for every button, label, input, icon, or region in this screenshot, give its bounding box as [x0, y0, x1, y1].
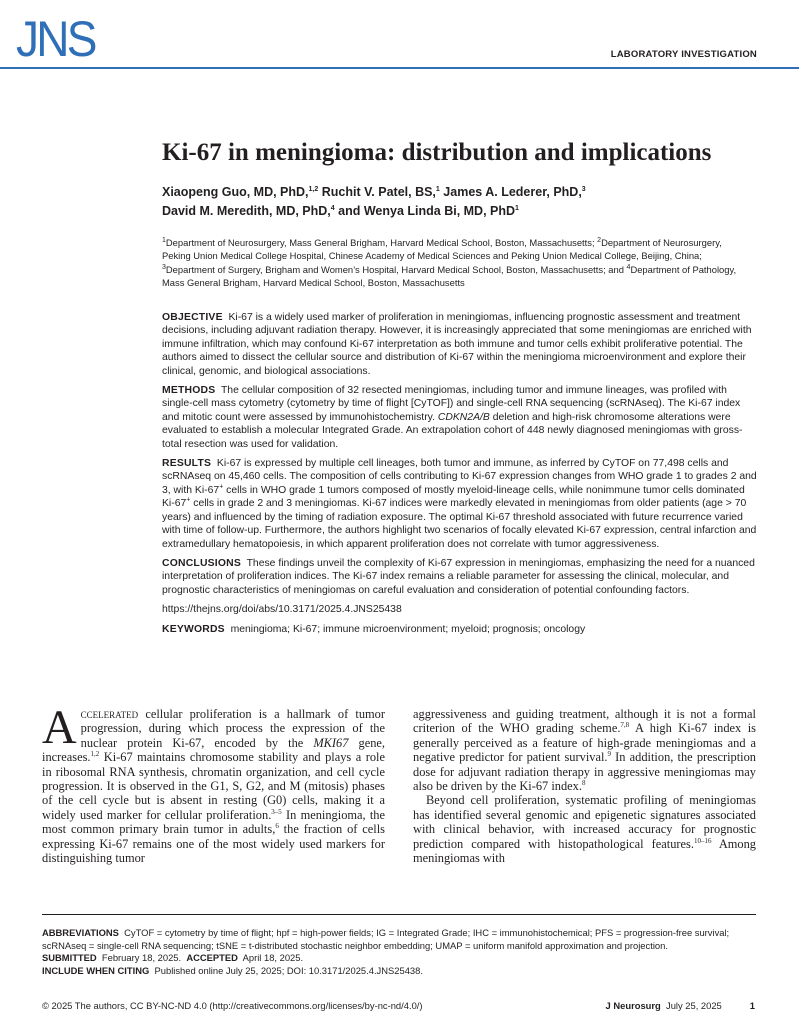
- abstract-objective: [162, 311, 760, 378]
- body-text-run: A high Ki-67 index is generally perceived as a feature of high-grade meningiomas and a negative predictor for patient survival.: [413, 721, 756, 765]
- citation: 3–5: [271, 807, 282, 816]
- gene-name: MKI67: [313, 735, 349, 750]
- author-name: and Wenya Linda Bi, MD, PhD: [338, 204, 516, 218]
- author-name: James A. Lederer, PhD,: [443, 185, 582, 199]
- superscript: +: [219, 483, 224, 491]
- affil-sup: 1: [162, 236, 166, 244]
- abbreviations-text: CyTOF = cytometry by time of flight; hpf = high-power fields; IG = Integrated Grade; IHC = immunohistochemical; PFS = progression-free survival; scRNAseq = single-cell RNA sequencing; tSNE = t-distributed stochastic neighbor embedding; UMAP = uniform manifold approximation and projection.: [42, 927, 730, 951]
- affil-text: Department of Pathology, Mass General Brigham, Harvard Medical School, Boston, Massachusetts: [162, 263, 737, 288]
- footnotes: [42, 927, 756, 977]
- author-list: [162, 183, 762, 221]
- keywords-heading: KEYWORDS: [162, 623, 225, 635]
- affil-sup: 2: [597, 236, 602, 244]
- page-number: 1: [749, 1000, 755, 1011]
- body-paragraph: [413, 707, 756, 793]
- abstract-conclusions: [162, 557, 760, 597]
- citing-heading: INCLUDE WHEN CITING: [42, 964, 150, 976]
- accepted-heading: ACCEPTED: [186, 952, 238, 964]
- citation: 1,2: [90, 750, 100, 759]
- journal-name: J Neurosurg: [605, 1000, 661, 1011]
- submitted-date: February 18, 2025.: [101, 952, 182, 964]
- superscript: +: [186, 496, 191, 504]
- abstract-results: [162, 457, 760, 551]
- abstract-text: cells in grade 2 and 3 meningiomas. Ki-67 indices were markedly elevated in meningiomas from older patients (age > 70 years) and influenced by the timing of radiation exposure. The optimal Ki-67 threshold associated with future recurrence varied with time of follow-up. Furthermore, the authors highlight two scenarios of focally elevated Ki-67 expression, central infarction and extramedullary hematopoiesis, in which apparent proliferation does not correlate with tumor aggressiveness.: [162, 498, 757, 550]
- drop-cap: A: [42, 701, 77, 754]
- citation: 10–16: [693, 836, 712, 845]
- citing-text: Published online July 25, 2025; DOI: 10.3171/2025.4.JNS25438.: [154, 964, 423, 976]
- abstract-methods: [162, 384, 760, 451]
- doi-link[interactable]: https://thejns.org/doi/abs/10.3171/2025.4.JNS25438: [162, 604, 402, 616]
- body-text-run: Ki-67 maintains chromosome stability and plays a role in ribosomal RNA synthesis, chromatin organization, and cell cycle progression. It is observed in the G1, S, G2, and M (mitosis) phases of the cell cycle but is absent in resting (G0) cells, making it a widely used marker for cellular proliferation.: [42, 750, 385, 822]
- abstract-text: The cellular composition of 32 resected meningiomas, including tumor and immune lineages, was profiled with single-cell mass cytometry (cytometry by time of flight [CyTOF]) and single-cell RNA sequencing (scRNAseq). The Ki-67 index and mitotic count were assessed by immunohistochemistry.: [162, 385, 741, 423]
- affiliations: [162, 236, 752, 289]
- author-affil-sup: 1: [515, 204, 519, 212]
- author-name: Ruchit V. Patel, BS,: [321, 185, 436, 199]
- abstract-text: Ki-67 is a widely used marker of proliferation in meningiomas, influencing prognostic assessment and treatment decisions, including adjuvant radiation therapy. However, it is increasingly appreciated that some meningiomas are enriched with immune infiltration, which may confound Ki-67 interpretation as both immune and tumor cells exhibit proliferative potential. The authors aimed to dissect the cellular source and distribution of Ki-67 within the meningioma microenvironment and explore their clinical, genomic, and biological associations.: [162, 312, 752, 377]
- article-title: Ki-67 in meningioma: distribution and implications: [162, 139, 712, 166]
- gene-name: CDKN2A/B: [437, 411, 490, 423]
- abstract: [162, 311, 760, 642]
- body-text-run: In addition, the prescription dose for adjuvant radiation therapy in aggressive meningiomas may also be driven by the Ki-67 index.: [413, 750, 756, 794]
- abstract-text: deletion and high-risk chromosome alterations were evaluated to establish a molecular Integrated Grade. An extrapolation cohort of 448 newly diagnosed meningiomas with gross-total resection was used for validation.: [162, 411, 743, 450]
- header-rule: [0, 67, 799, 69]
- affil-sup: 4: [626, 263, 631, 271]
- abbreviations: [42, 927, 756, 952]
- accepted-date: April 18, 2025.: [242, 952, 304, 964]
- author-affil-sup: 4: [330, 204, 335, 212]
- body-text: [42, 701, 757, 866]
- body-column-right: [413, 707, 756, 865]
- citation: 7,8: [620, 721, 630, 730]
- abstract-text: cells in WHO grade 1 tumors composed of mostly myeloid-lineage cells, while nonimmune tumor cells dominated Ki-67: [162, 484, 745, 510]
- citation-info: [42, 965, 756, 978]
- abstract-text: These findings unveil the complexity of Ki-67 expression in meningiomas, emphasizing the need for a nuanced interpretation of proliferation indices. The Ki-67 index remains a reliable parameter for assessing the clinical, molecular, and prognostic characteristics of meningiomas on careful evaluation and consideration of potential confounding factors.: [162, 557, 755, 596]
- abstract-heading: RESULTS: [162, 458, 212, 470]
- license-notice: © 2025 The authors, CC BY-NC-ND 4.0 (http://creativecommons.org/licenses/by-nc-nd/4.0/): [42, 1000, 423, 1011]
- body-text-run: Among meningiomas with: [413, 836, 757, 866]
- smallcaps-lead: ccelerated: [80, 707, 139, 721]
- body-text-run: Beyond cell proliferation, systematic profiling of meningiomas has identified several genomic and epigenetic signatures associated with clinical behavior, with increased accuracy for prognostic prediction compared with histopathological features.: [413, 793, 756, 851]
- submitted-heading: SUBMITTED: [42, 952, 97, 964]
- abstract-text: Ki-67 is expressed by multiple cell lineages, both tumor and immune, as inferred by CyTOF on 77,498 cells and scRNAseq on 45,460 cells. The composition of cells contributing to Ki-67 expression changes from WHO grade 1 to grades 2 and 3, with Ki-67: [162, 458, 757, 496]
- abstract-heading: OBJECTIVE: [162, 312, 223, 323]
- body-text-run: cellular proliferation is a hallmark of tumor progression, during which process the expression of the nuclear protein Ki-67, encoded by the: [80, 707, 385, 750]
- body-text-run: aggressiveness and guiding treatment, although it is not a formal criterion of the WHO grading scheme.: [413, 707, 756, 736]
- affil-text: Department of Surgery, Brigham and Women’s Hospital, Harvard Medical School, Boston, Massachusetts; and: [165, 263, 627, 275]
- affil-text: Department of Neurosurgery, Peking Union Medical College Hospital, Chinese Academy of Medical Sciences and Peking Union Medical College, Beijing, China;: [162, 237, 722, 262]
- citation: 8: [581, 778, 586, 787]
- body-text-run: In meningioma, the most common primary brain tumor in adults,: [42, 807, 385, 837]
- running-footer: [606, 1000, 755, 1011]
- author-name: David M. Meredith, MD, PhD,: [162, 204, 331, 218]
- footnote-rule: [42, 914, 756, 915]
- section-label: LABORATORY INVESTIGATION: [610, 49, 757, 60]
- body-text-run: gene, increases.: [42, 735, 385, 765]
- abbreviations-heading: ABBREVIATIONS: [42, 927, 119, 938]
- body-column-left: [42, 701, 385, 866]
- abstract-heading: METHODS: [162, 385, 216, 397]
- submission-dates: [42, 952, 756, 965]
- journal-logo: JNS: [16, 11, 95, 67]
- body-paragraph: [413, 793, 756, 865]
- author-name: Xiaopeng Guo, MD, PhD,: [162, 185, 309, 199]
- author-affil-sup: 1: [435, 185, 440, 193]
- keywords-text: meningioma; Ki-67; immune microenvironment; myeloid; prognosis; oncology: [230, 623, 586, 635]
- affil-sup: 3: [162, 263, 166, 271]
- body-paragraph: [42, 701, 385, 866]
- publication-date: July 25, 2025: [666, 1000, 722, 1011]
- abstract-heading: CONCLUSIONS: [162, 557, 241, 569]
- affil-text: Department of Neurosurgery, Mass General Brigham, Harvard Medical School, Boston, Massachusetts;: [165, 237, 598, 248]
- author-affil-sup: 1,2: [308, 185, 319, 193]
- citation: 6: [275, 822, 279, 831]
- keywords: [162, 623, 760, 636]
- author-affil-sup: 3: [581, 185, 586, 193]
- body-text-run: the fraction of cells expressing Ki-67 remains one of the most widely used markers for distinguishing tumor: [42, 822, 385, 866]
- citation: 9: [607, 750, 612, 759]
